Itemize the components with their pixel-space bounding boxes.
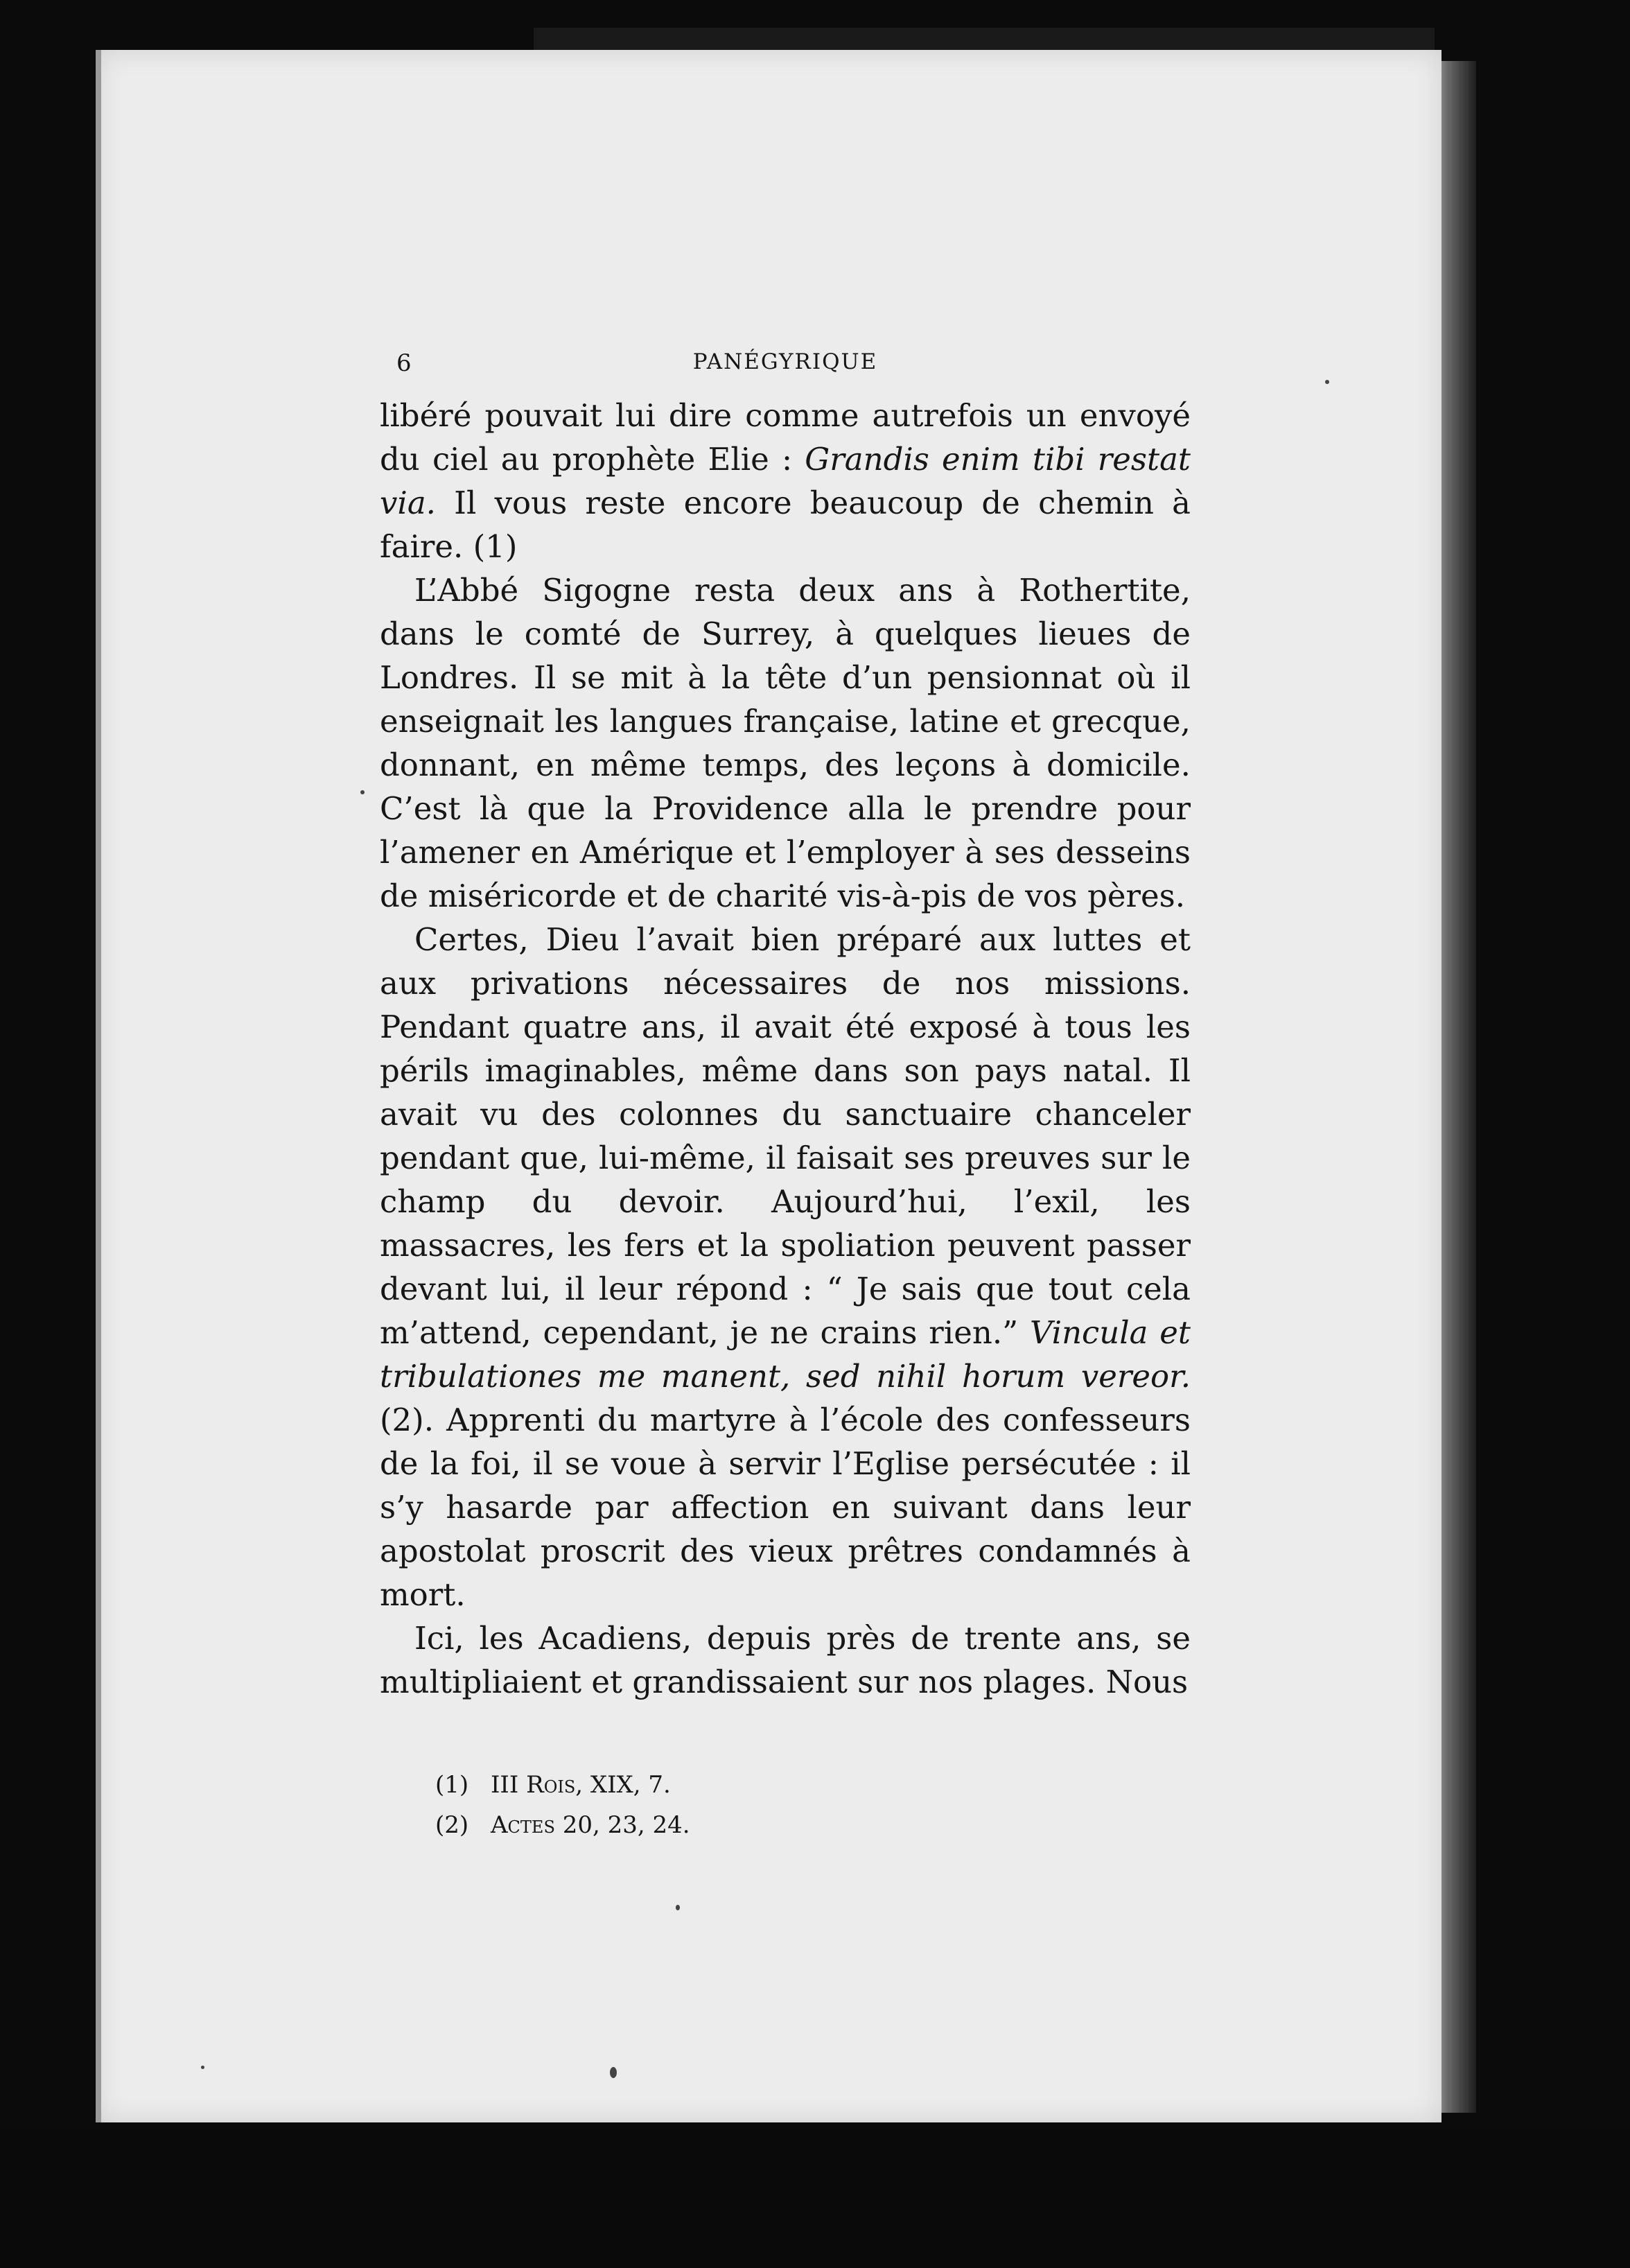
- latin-quote-1: Grandis enim tibi restat via.: [380, 441, 1191, 521]
- page-number: 6: [396, 349, 412, 377]
- dust-speck: [676, 1905, 680, 1910]
- footnote: [435, 1805, 1191, 1845]
- paragraph-1: [380, 394, 1191, 568]
- text-block: [380, 349, 1191, 1845]
- paragraph-2: L’Abbé Sigogne resta deux ans à Rothertite, dans le comté de Surrey, à quelques lieues de Londres. Il se mit à la tête d’un pensionnat où il enseignait les langues française, latine et grecque, donnant, en même temps, des leçons à domicile. C’est là que la Providence alla le prendre pour l’amener en Amérique et l’employer à ses desseins de miséricorde et de charité vis-à-pis de vos pères.: [380, 572, 1191, 914]
- dust-speck: [1325, 380, 1329, 384]
- body-text: [380, 394, 1191, 1704]
- paragraph-1-text: libéré pouvait lui dire comme autrefois un envoyé du ciel au prophète Elie :: [380, 397, 1191, 478]
- dust-speck: [360, 790, 365, 794]
- paragraph-3: [380, 918, 1191, 1616]
- footnote-number: (1): [435, 1771, 469, 1799]
- footnotes: [380, 1765, 1191, 1845]
- footnote-number: (2): [435, 1811, 469, 1839]
- footnote-text: Actes 20, 23, 24.: [491, 1811, 690, 1839]
- footnote: [435, 1765, 1191, 1805]
- page-left-edge: [96, 50, 101, 2122]
- running-title: PANÉGYRIQUE: [692, 349, 878, 374]
- paragraph-3-text: Certes, Dieu l’avait bien préparé aux luttes et aux privations nécessaires de nos missions. Pendant quatre ans, il avait été exposé à tous les périls imaginables, même dans son pays natal. Il avait vu des colonnes du sanctuaire chanceler pendant que, lui-même, il faisait ses preuves sur le champ du devoir. Aujourd’hui, l’exil, les massacres, les fers et la spoliation peuvent passer devant lui, il leur répond : “ Je sais que tout cela m’attend, cependant, je ne crains rien.”: [380, 921, 1191, 1351]
- dust-speck: [201, 2066, 204, 2069]
- latin-quote-2: Vincula et tribulationes me manent, sed nihil horum vereor.: [380, 1314, 1191, 1395]
- scan-bottom-border: [0, 2129, 1630, 2268]
- running-head: [380, 349, 1191, 394]
- footnote-text: III Rois, XIX, 7.: [491, 1771, 671, 1799]
- paragraph-4: Ici, les Acadiens, depuis près de trente ans, se multipliaient et grandissaient sur nos plages. Nous: [380, 1620, 1191, 1700]
- dust-speck: [610, 2067, 617, 2078]
- paragraph-1-text-end: Il vous reste encore beaucoup de chemin à faire. (1): [380, 485, 1191, 565]
- paragraph-3-text-end: (2). Apprenti du martyre à l’école des confesseurs de la foi, il se voue à servir l’Eglise persécutée : il s’y hasarde par affection en suivant dans leur apostolat proscrit des vieux prêtres condamnés à mort.: [380, 1402, 1191, 1613]
